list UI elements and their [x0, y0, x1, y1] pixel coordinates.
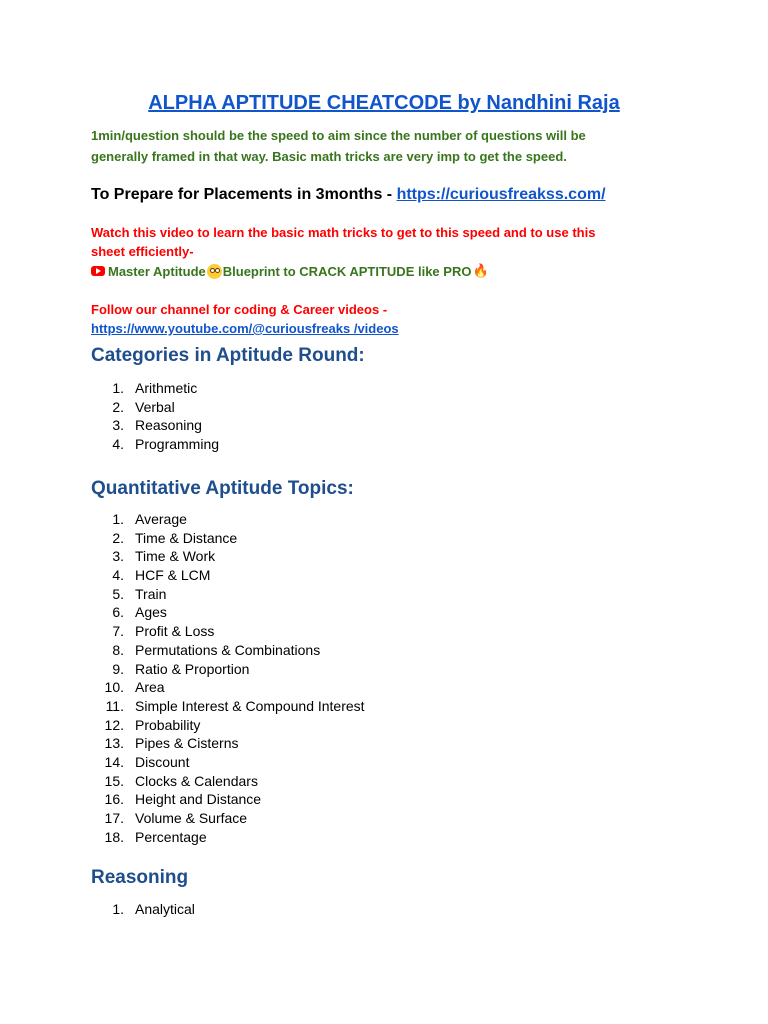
list-item-text: Average	[135, 511, 187, 527]
list-item-text: Verbal	[135, 398, 175, 415]
follow-note	[91, 300, 651, 338]
list-item-text: Volume & Surface	[135, 810, 248, 826]
list-item-text: Probability	[135, 716, 201, 733]
list-item-text: Train	[135, 585, 167, 602]
channel-link[interactable]: https://www.youtube.com/@curiousfreaks /videos	[91, 321, 399, 336]
list-item-number: 1.	[112, 380, 124, 396]
list-item-text: Permutations & Combinations	[135, 641, 321, 658]
list-item-number: 5.	[112, 585, 124, 602]
list-item-number: 13.	[104, 735, 124, 752]
list-item-number: 15.	[104, 772, 124, 789]
prepare-text: To Prepare for Placements in 3months -	[91, 186, 397, 203]
list-item-text: Analytical	[135, 901, 195, 917]
list-item-text: Arithmetic	[135, 380, 198, 396]
list-item-number: 7.	[112, 623, 124, 640]
list-item-text: Height and Distance	[135, 791, 262, 808]
flushed-face-icon	[207, 264, 222, 279]
list-item-text: Reasoning	[135, 417, 202, 434]
reasoning-heading: Reasoning	[91, 867, 189, 888]
list-item-number: 18.	[104, 828, 124, 845]
list-item-text: Time & Distance	[135, 529, 238, 546]
list-item-text: Clocks & Calendars	[135, 772, 258, 789]
list-item-text: Ratio & Proportion	[135, 660, 250, 677]
list-item-number: 10.	[104, 679, 124, 696]
list-item-number: 16.	[104, 791, 124, 808]
list-item-text: Area	[135, 679, 165, 696]
website-link[interactable]: https://curiousfreakss.com/	[396, 186, 606, 203]
list-item-number: 11.	[105, 697, 124, 714]
list-item-number: 4.	[112, 436, 124, 453]
list-item-text: Programming	[135, 436, 220, 453]
list-item-number: 3.	[112, 417, 124, 434]
list-item-text: HCF & LCM	[135, 567, 211, 584]
prepare-line	[91, 186, 606, 204]
list-item-number: 4.	[112, 567, 124, 584]
video-link[interactable]	[91, 263, 489, 279]
list-item-text: Ages	[135, 604, 167, 621]
youtube-icon	[91, 266, 105, 276]
follow-text: Follow our channel for coding & Career videos -	[91, 302, 388, 317]
speed-note: 1min/question should be the speed to aim since the number of questions will be generally framed in that way. Basic math tricks are very imp to get the speed.	[91, 128, 586, 164]
watch-note: Watch this video to learn the basic math tricks to get to this speed and to use this sheet efficiently-	[91, 225, 596, 259]
list-item-text: Percentage	[135, 828, 207, 845]
categories-heading: Categories in Aptitude Round:	[91, 345, 365, 366]
list-item-number: 17.	[104, 810, 124, 826]
list-item-text: Simple Interest & Compound Interest	[135, 697, 365, 714]
list-item-number: 3.	[112, 548, 124, 565]
video-link-part2: Blueprint to CRACK APTITUDE like PRO	[222, 263, 472, 279]
list-item-text: Profit & Loss	[135, 623, 215, 640]
video-link-part1: Master Aptitude	[108, 263, 206, 279]
list-item-number: 9.	[112, 660, 124, 677]
quant-topics-heading: Quantitative Aptitude Topics:	[91, 478, 354, 499]
list-item-number: 6.	[112, 604, 124, 621]
document-title: ALPHA APTITUDE CHEATCODE by Nandhini Raja	[148, 92, 620, 114]
fire-icon: 🔥	[472, 263, 489, 278]
list-item-text: Discount	[135, 753, 190, 770]
list-item-text: Time & Work	[135, 548, 216, 565]
list-item-text: Pipes & Cisterns	[135, 735, 239, 752]
list-item-number: 8.	[112, 641, 124, 658]
list-item-number: 1.	[112, 511, 124, 527]
list-item-number: 2.	[112, 398, 124, 415]
list-item-number: 14.	[104, 753, 124, 770]
list-item-number: 1.	[112, 901, 124, 917]
list-item-number: 12.	[104, 716, 124, 733]
list-item-number: 2.	[112, 529, 124, 546]
